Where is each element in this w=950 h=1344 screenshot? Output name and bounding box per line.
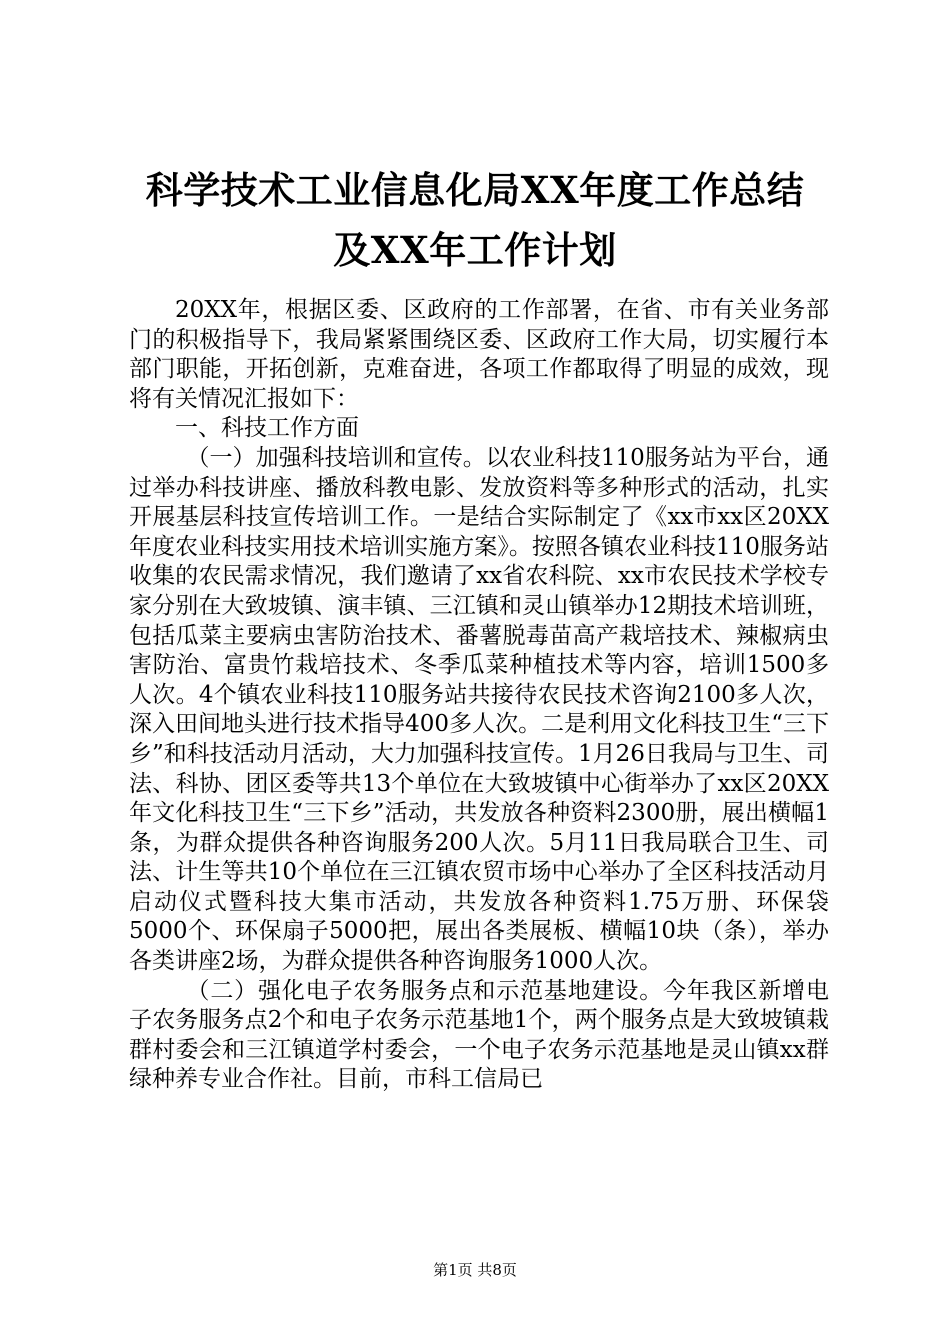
paragraph-intro: 20XX年，根据区委、区政府的工作部署，在省、市有关业务部门的积极指导下，我局紧紧围绕区委、区政府工作大局，切实履行本部门职能，开拓创新，克难奋进，各项工作都取得了明显的成效，现将有关情况汇报如下：: [129, 297, 829, 412]
section-heading-tech: 一、科技工作方面: [175, 415, 359, 442]
document-body: [129, 296, 829, 1095]
paragraph-training: （一）加强科技培训和宣传。以农业科技110服务站为平台，通过举办科技讲座、播放科教电影、发放资料等多种形式的活动，扎实开展基层科技宣传培训工作。一是结合实际制定了《xx市xx区20XX年度农业科技实用技术培训实施方案》。按照各镇农业科技110服务站收集的农民需求情况，我们邀请了xx省农科院、xx市农民技术学校专家分别在大致坡镇、演丰镇、三江镇和灵山镇举办12期技术培训班，包括瓜菜主要病虫害防治技术、番薯脱毒苗高产栽培技术、辣椒病虫害防治、富贵竹栽培技术、冬季瓜菜种植技术等内容，培训1500多人次。4个镇农业科技110服务站共接待农民技术咨询2100多人次，深入田间地头进行技术指导400多人次。二是利用文化科技卫生“三下乡”和科技活动月活动，大力加强科技宣传。1月26日我局与卫生、司法、科协、团区委等共13个单位在大致坡镇中心街举办了xx区20XX年文化科技卫生“三下乡”活动，共发放各种资料2300册，展出横幅1条，为群众提供各种咨询服务200人次。5月11日我局联合卫生、司法、计生等共10个单位在三江镇农贸市场中心举办了全区科技活动月启动仪式暨科技大集市活动，共发放各种资料1.75万册、环保袋5000个、环保扇子5000把，展出各类展板、横幅10块（条），举办各类讲座2场，为群众提供各种咨询服务1000人次。: [129, 444, 829, 975]
document-title: 科学技术工业信息化局XX年度工作总结及XX年工作计划: [145, 168, 805, 272]
paragraph-e-agri: （二）强化电子农务服务点和示范基地建设。今年我区新增电子农务服务点2个和电子农务示范基地1个，两个服务点是大致坡镇栽群村委会和三江镇道学村委会，一个电子农务示范基地是灵山镇xx群绿种养专业合作社。目前，市科工信局已: [129, 977, 829, 1093]
page-footer: 第1页 共8页: [433, 1261, 517, 1279]
